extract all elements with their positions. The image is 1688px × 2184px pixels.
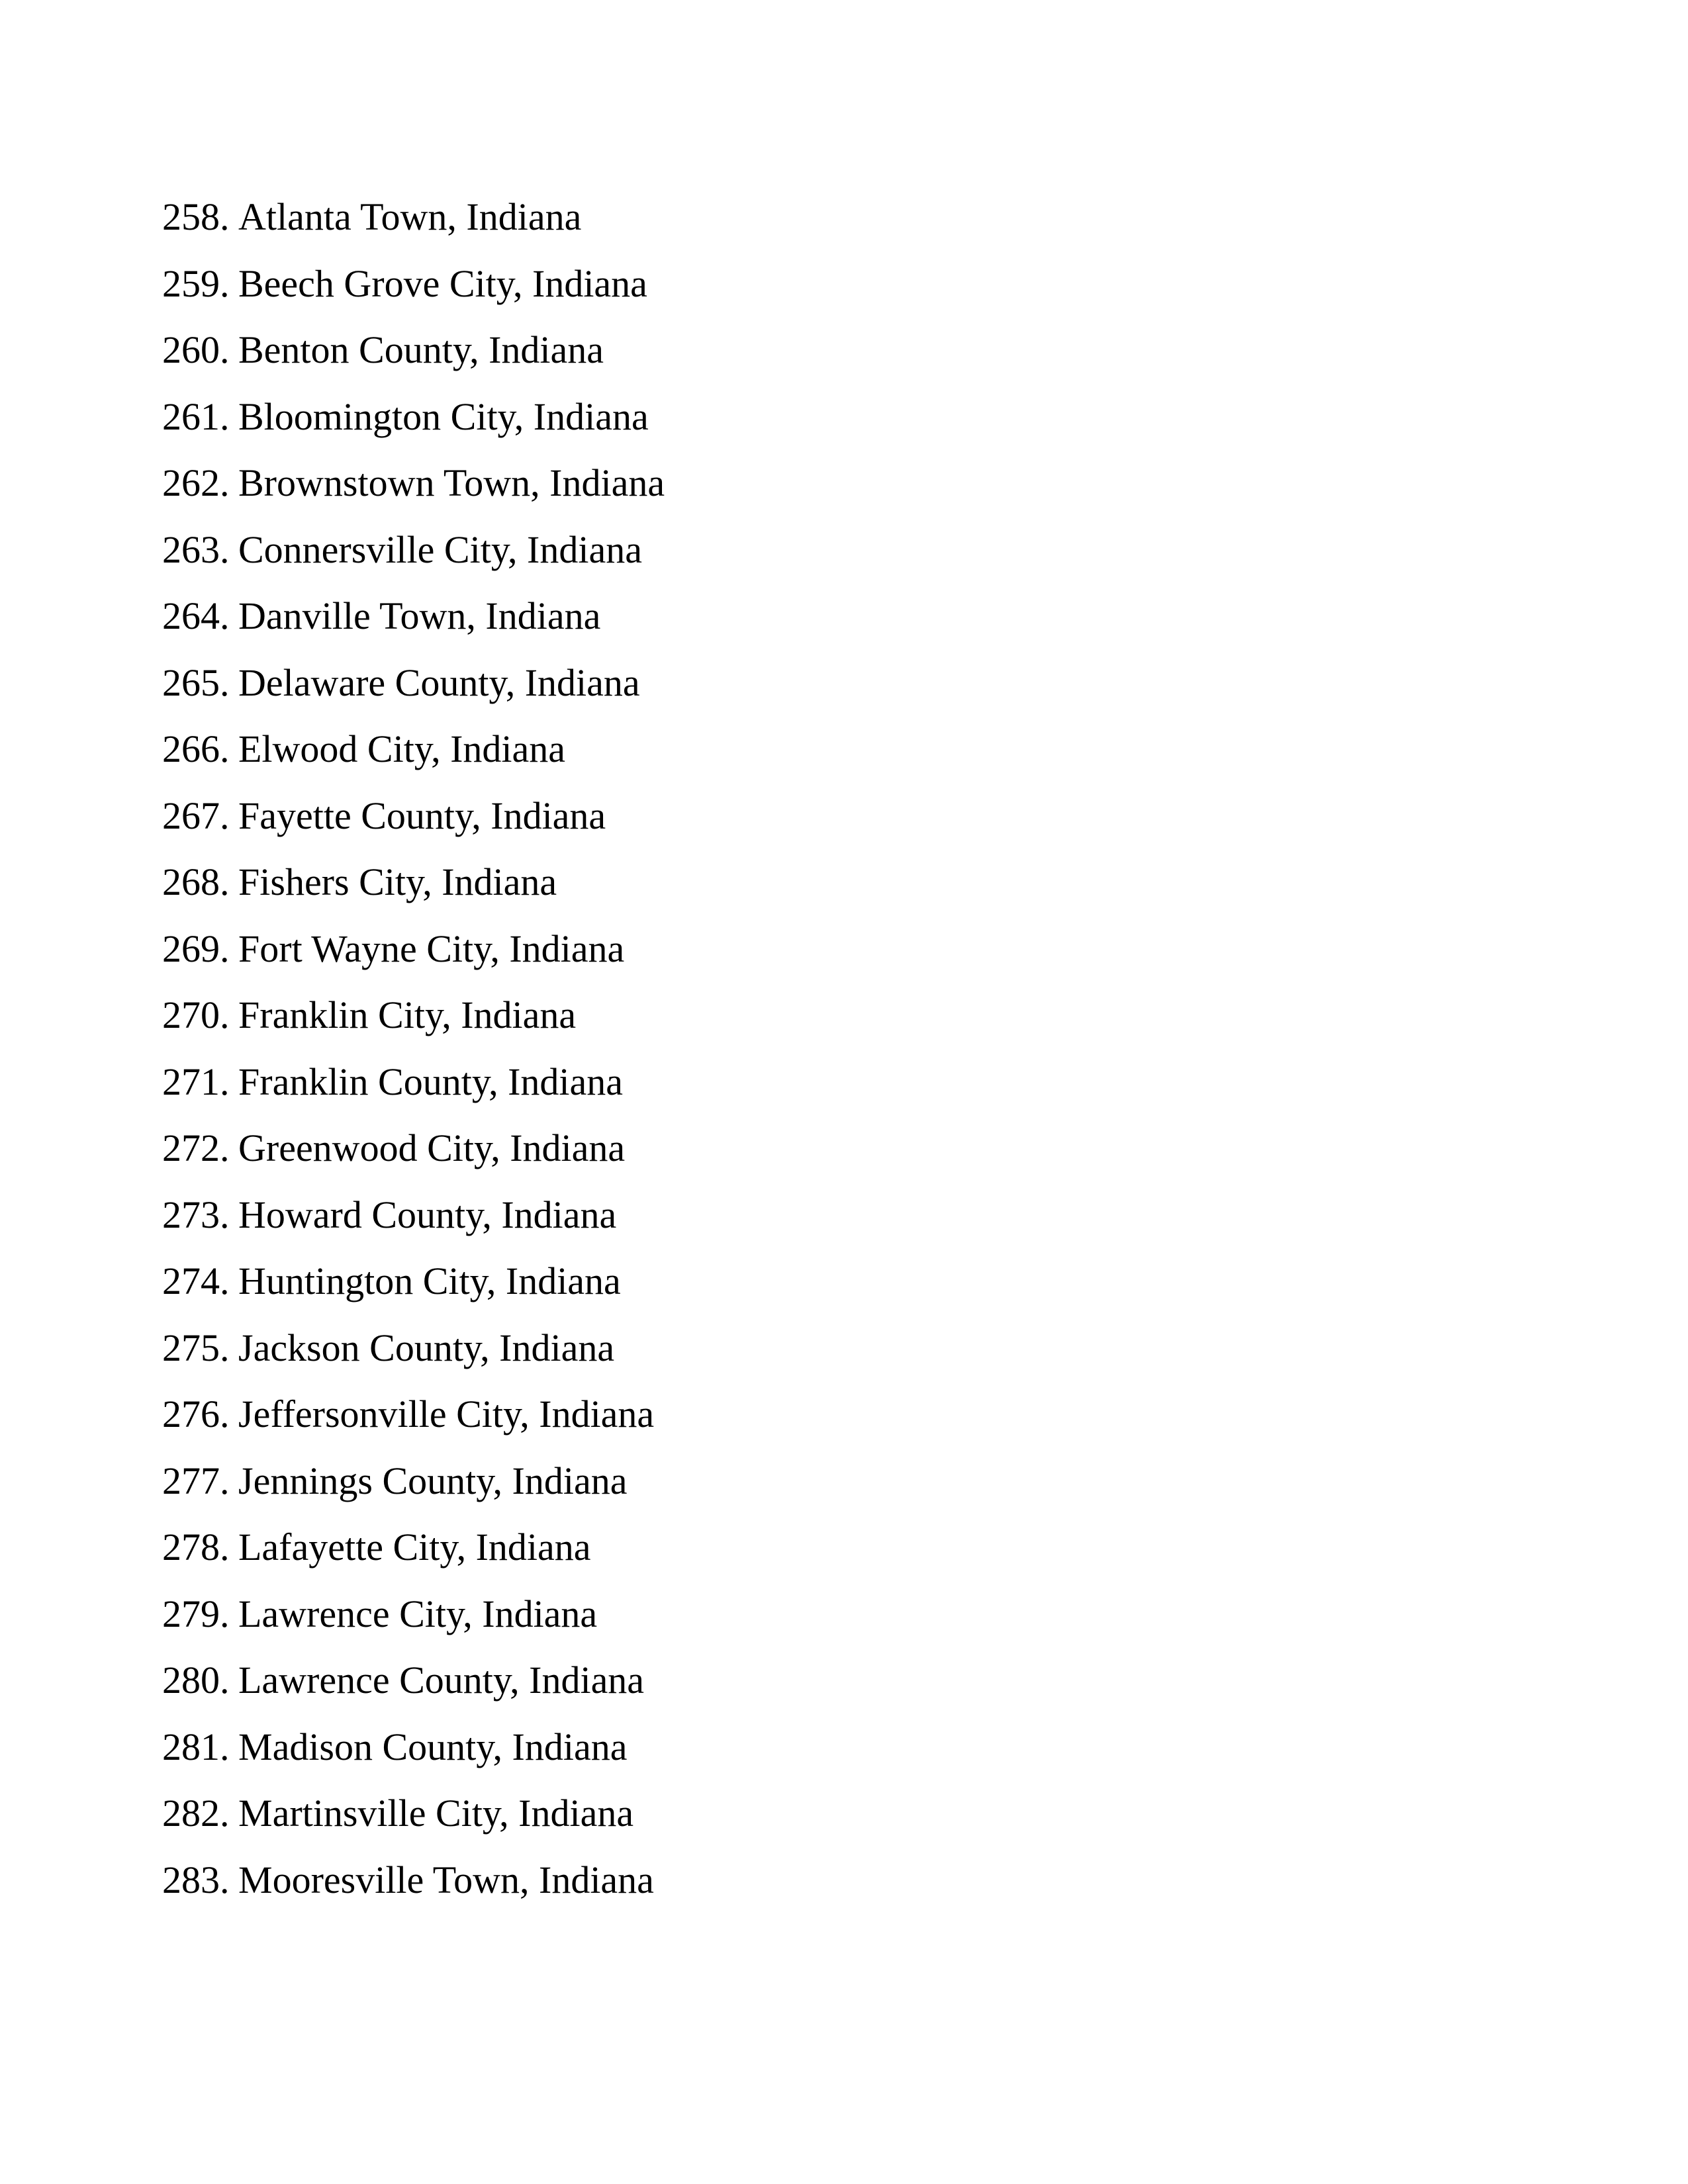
- list-item-text: Howard County, Indiana: [238, 1193, 617, 1236]
- list-item-number: 274.: [162, 1259, 230, 1302]
- list-item: [162, 795, 665, 862]
- list-item-text: Atlanta Town, Indiana: [238, 195, 582, 238]
- list-item-text: Franklin City, Indiana: [238, 993, 577, 1036]
- list-item-text: Lafayette City, Indiana: [238, 1525, 591, 1569]
- list-item-number: 261.: [162, 394, 230, 438]
- list-item-number: 282.: [162, 1792, 230, 1835]
- list-item-text: Huntington City, Indiana: [238, 1259, 621, 1302]
- list-item: [162, 529, 665, 596]
- list-item-text: Jennings County, Indiana: [238, 1459, 628, 1502]
- list-item: [162, 329, 665, 396]
- list-item-text: Benton County, Indiana: [238, 328, 604, 371]
- list-item: [162, 662, 665, 729]
- list-item: [162, 1792, 665, 1859]
- list-item: [162, 1194, 665, 1261]
- list-item-number: 267.: [162, 794, 230, 837]
- list-item-number: 265.: [162, 660, 230, 704]
- list-item-number: 281.: [162, 1725, 230, 1768]
- list-item-number: 268.: [162, 860, 230, 903]
- list-item-text: Franklin County, Indiana: [238, 1060, 623, 1103]
- list-item-number: 269.: [162, 927, 230, 970]
- list-item: [162, 1127, 665, 1194]
- list-item-text: Martinsville City, Indiana: [238, 1792, 634, 1835]
- list-item: [162, 1061, 665, 1128]
- numbered-list: [162, 196, 665, 1925]
- list-item-number: 264.: [162, 594, 230, 637]
- list-item-text: Mooresville Town, Indiana: [238, 1858, 654, 1901]
- list-item-number: 260.: [162, 328, 230, 371]
- list-item-number: 279.: [162, 1592, 230, 1635]
- list-item: [162, 1260, 665, 1327]
- list-item-text: Fayette County, Indiana: [238, 794, 606, 837]
- list-item-number: 270.: [162, 993, 230, 1036]
- list-item-text: Danville Town, Indiana: [238, 594, 601, 637]
- list-item-text: Brownstown Town, Indiana: [238, 461, 665, 504]
- list-item-number: 278.: [162, 1525, 230, 1569]
- list-item-number: 271.: [162, 1060, 230, 1103]
- list-item-text: Lawrence City, Indiana: [238, 1592, 598, 1635]
- list-item-number: 263.: [162, 527, 230, 571]
- list-item-text: Fishers City, Indiana: [238, 860, 557, 903]
- list-item-text: Madison County, Indiana: [238, 1725, 628, 1768]
- list-item-number: 258.: [162, 195, 230, 238]
- list-item: [162, 1393, 665, 1460]
- list-item-text: Beech Grove City, Indiana: [238, 261, 647, 305]
- list-item-text: Bloomington City, Indiana: [238, 394, 649, 438]
- list-item-number: 275.: [162, 1326, 230, 1369]
- list-item: [162, 462, 665, 529]
- list-item: [162, 1593, 665, 1660]
- list-item-number: 262.: [162, 461, 230, 504]
- list-item-number: 259.: [162, 261, 230, 305]
- list-item-text: Fort Wayne City, Indiana: [238, 927, 625, 970]
- list-item-number: 273.: [162, 1193, 230, 1236]
- list-item-number: 283.: [162, 1858, 230, 1901]
- list-item: [162, 595, 665, 662]
- list-item: [162, 861, 665, 928]
- list-item: [162, 1460, 665, 1527]
- list-item: [162, 994, 665, 1061]
- list-item: [162, 728, 665, 795]
- list-item: [162, 928, 665, 995]
- list-item-number: 280.: [162, 1659, 230, 1702]
- list-item-text: Jeffersonville City, Indiana: [238, 1392, 655, 1435]
- list-item: [162, 196, 665, 263]
- list-item-text: Elwood City, Indiana: [238, 727, 565, 770]
- list-item: [162, 263, 665, 330]
- list-item-text: Connersville City, Indiana: [238, 527, 642, 571]
- list-item: [162, 1526, 665, 1593]
- list-item: [162, 1659, 665, 1726]
- list-item: [162, 1726, 665, 1793]
- list-item-text: Greenwood City, Indiana: [238, 1126, 626, 1169]
- list-item-text: Delaware County, Indiana: [238, 660, 640, 704]
- list-item: [162, 1327, 665, 1394]
- list-item-text: Jackson County, Indiana: [238, 1326, 615, 1369]
- list-item-number: 272.: [162, 1126, 230, 1169]
- list-item-text: Lawrence County, Indiana: [238, 1659, 645, 1702]
- list-item-number: 266.: [162, 727, 230, 770]
- list-item: [162, 1859, 665, 1926]
- list-item: [162, 396, 665, 463]
- list-item-number: 276.: [162, 1392, 230, 1435]
- list-item-number: 277.: [162, 1459, 230, 1502]
